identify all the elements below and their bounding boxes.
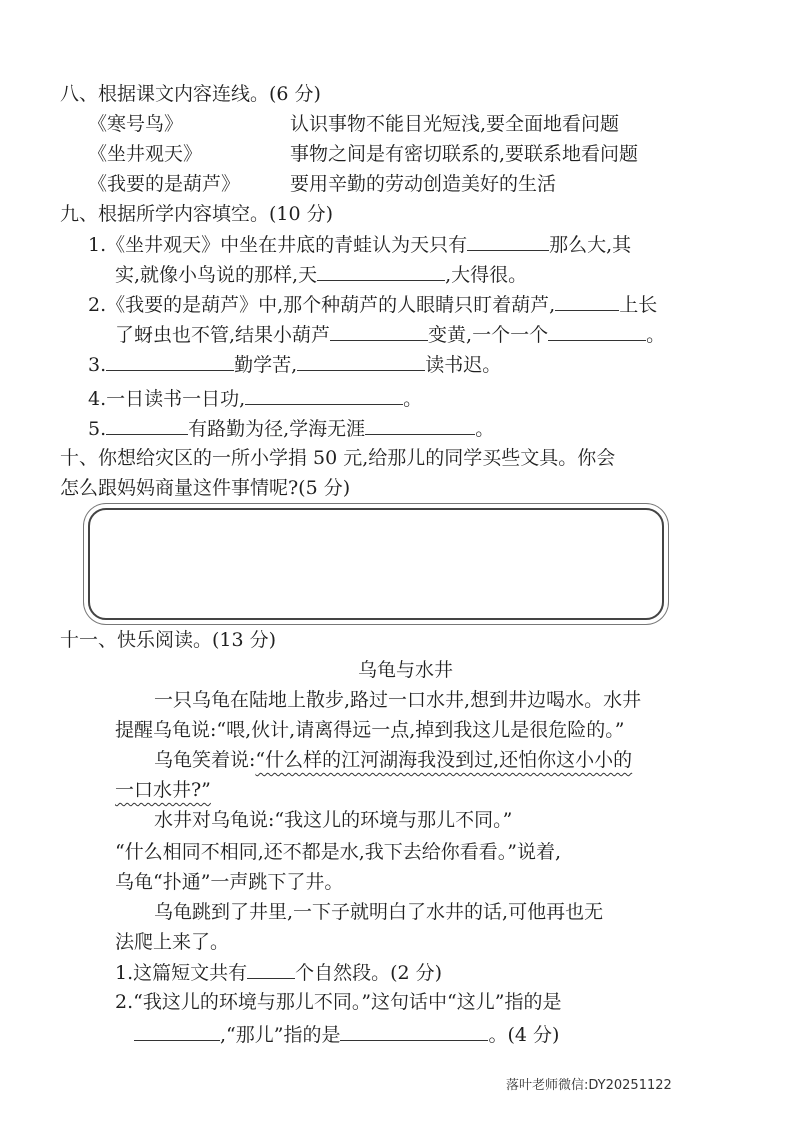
s9-q1-blank-1[interactable] [467, 230, 549, 251]
s9-q2-text: 上长 [619, 294, 658, 316]
s9-q2-line2 [115, 320, 665, 349]
s9-q5-text: 5. [88, 418, 107, 440]
story-p4-line1: “什么相同不相同,还不都是水,我下去给你看看。”说着, [115, 841, 562, 863]
s9-q1-line1 [88, 230, 631, 259]
s9-q3-text: 读书迟。 [425, 354, 502, 376]
s9-q1-text: 实,就像小鸟说的那样,天 [115, 264, 318, 286]
s11-q2-line1: 2.“我这儿的环境与那儿不同。”这句话中“这儿”指的是 [115, 991, 562, 1013]
story-p1-line1: 一只乌龟在陆地上散步,路过一口水井,想到井边喝水。水井 [154, 689, 642, 711]
s11-q1-text: 1.这篇短文共有 [115, 962, 248, 984]
s9-q4-blank[interactable] [245, 384, 403, 405]
s9-q4-text: 4.一日读书一日功, [88, 388, 246, 410]
s9-q5-blank-1[interactable] [106, 414, 188, 435]
s11-q1-blank[interactable] [247, 958, 295, 979]
story-title: 乌龟与水井 [358, 659, 454, 681]
s9-q1-text: ,大得很。 [445, 264, 528, 286]
section-10-line1: 十、你想给灾区的一所小学捐 50 元,给那儿的同学买些文具。你会 [60, 447, 616, 469]
s9-q2-blank-2[interactable] [330, 320, 428, 341]
s9-q2-text: 了蚜虫也不管,结果小葫芦 [115, 324, 331, 346]
s11-q2-text: 。(4 分) [488, 1024, 560, 1046]
section-10-line2: 怎么跟妈妈商量这件事情呢?(5 分) [60, 477, 351, 499]
s9-q5-text: 。 [475, 418, 495, 440]
s9-q4 [88, 384, 422, 413]
s9-q3-blank-2[interactable] [297, 350, 425, 371]
s9-q1-text: 那么大,其 [549, 234, 632, 256]
s9-q3-text: 3. [88, 354, 107, 376]
section-11-title: 十一、快乐阅读。(13 分) [60, 629, 277, 651]
s9-q5-text: 有路勤为径,学海无涯 [188, 418, 366, 440]
s9-q4-text: 。 [403, 388, 423, 410]
story-p2-line1 [154, 746, 632, 774]
story-p5-line2: 法爬上来了。 [115, 931, 230, 953]
match-left-1: 《寒号鸟》 [88, 113, 184, 135]
s11-q2-blank-1[interactable] [134, 1020, 220, 1041]
s9-q2-text: 。 [646, 324, 666, 346]
story-p4-line2: 乌龟“扑通”一声跳下了井。 [115, 871, 344, 893]
s9-q2-blank-3[interactable] [548, 320, 646, 341]
story-p2-text: 乌龟笑着说: [154, 749, 256, 771]
s11-q2-line2 [134, 1020, 559, 1049]
match-left-3: 《我要的是葫芦》 [88, 173, 241, 195]
s9-q2-text: 2.《我要的是葫芦》中,那个种葫芦的人眼睛只盯着葫芦, [88, 294, 556, 316]
teacher-contact: 落叶老师微信:DY20251122 [506, 1078, 672, 1093]
story-p5-line1: 乌龟跳到了井里,一下子就明白了水井的话,可他再也无 [154, 901, 604, 923]
s11-q2-blank-2[interactable] [340, 1020, 488, 1041]
story-p1-line2: 提醒乌龟说:“喂,伙计,请离得远一点,掉到我这儿是很危险的。” [115, 719, 625, 741]
s9-q3 [88, 350, 501, 379]
story-p2-line2 [115, 776, 211, 804]
wavy-underlined-text: 一口水井?” [115, 779, 211, 801]
s9-q3-blank-1[interactable] [106, 350, 234, 371]
wavy-underlined-text: “什么样的江河湖海我没到过,还怕你这小小的 [255, 749, 633, 771]
story-p3: 水井对乌龟说:“我这儿的环境与那儿不同。” [154, 809, 513, 831]
match-right-1: 认识事物不能目光短浅,要全面地看问题 [290, 113, 620, 135]
s11-q1-text: 个自然段。(2 分) [295, 962, 443, 984]
s9-q2-line1 [88, 290, 657, 319]
section-8-title: 八、根据课文内容连线。(6 分) [60, 83, 321, 105]
s9-q1-text: 1.《坐井观天》中坐在井底的青蛙认为天只有 [88, 234, 468, 256]
s9-q1-blank-2[interactable] [317, 260, 445, 281]
section-9-title: 九、根据所学内容填空。(10 分) [60, 203, 334, 225]
s9-q2-blank-1[interactable] [555, 290, 619, 311]
s9-q5-blank-2[interactable] [365, 414, 475, 435]
s11-q2-text: ,“那儿”指的是 [220, 1024, 341, 1046]
match-left-2: 《坐井观天》 [88, 143, 203, 165]
s9-q2-text: 变黄,一个一个 [428, 324, 549, 346]
s9-q5 [88, 414, 494, 443]
match-right-2: 事物之间是有密切联系的,要联系地看问题 [290, 143, 639, 165]
s9-q1-line2 [115, 260, 527, 289]
match-right-3: 要用辛勤的劳动创造美好的生活 [290, 173, 557, 195]
s9-q3-text: 勤学苦, [234, 354, 298, 376]
s11-q1 [115, 958, 442, 987]
answer-box[interactable] [88, 508, 664, 620]
